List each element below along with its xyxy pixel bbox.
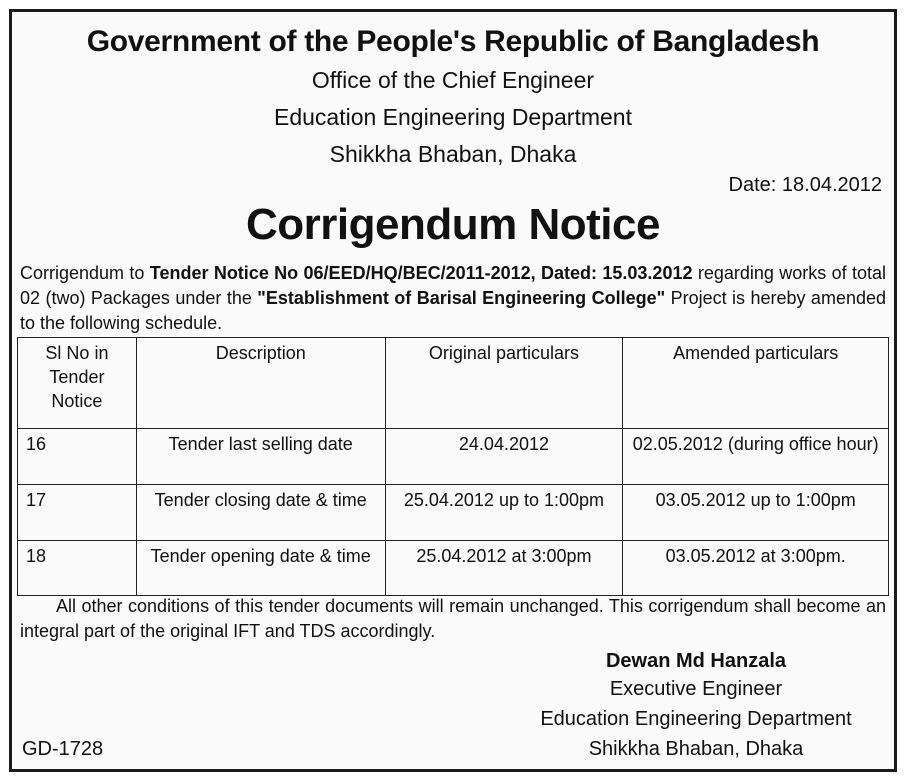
cell-description: Tender opening date & time xyxy=(136,541,385,596)
government-heading: Government of the People's Republic of Bangladesh xyxy=(86,25,820,58)
cell-description: Tender last selling date xyxy=(136,429,385,485)
signatory-location: Shikkha Bhaban, Dhaka xyxy=(588,738,804,760)
intro-text-1: Corrigendum to xyxy=(20,263,150,283)
column-header-sl-no: Sl No in Tender Notice xyxy=(18,338,137,429)
signatory-name: Dewan Md Hanzala xyxy=(605,650,787,672)
schedule-table xyxy=(17,337,889,596)
tender-reference: Tender Notice No 06/EED/HQ/BEC/2011-2012, Dated: 15.03.2012 xyxy=(149,263,693,283)
document-code: GD-1728 xyxy=(22,738,104,760)
column-header-amended: Amended particulars xyxy=(623,338,889,429)
notice-date: Date: 18.04.2012 xyxy=(728,174,882,196)
column-header-description: Description xyxy=(136,338,385,429)
cell-sl-no: 16 xyxy=(18,429,137,485)
department-line: Education Engineering Department xyxy=(273,104,632,130)
table-header-row xyxy=(18,338,889,429)
notice-title: Corrigendum Notice xyxy=(246,200,660,249)
location-line: Shikkha Bhaban, Dhaka xyxy=(329,141,577,167)
office-line: Office of the Chief Engineer xyxy=(311,67,595,93)
closing-paragraph: All other conditions of this tender documents will remain unchanged. This corrigendum shall become an integral part of the original IFT and TDS accordingly. xyxy=(20,596,886,641)
table-row xyxy=(18,541,889,596)
intro-text-2: regarding works of total 02 (two) Packages under the xyxy=(20,263,887,308)
cell-original: 25.04.2012 at 3:00pm xyxy=(385,541,623,596)
table-row xyxy=(18,429,889,485)
cell-description: Tender closing date & time xyxy=(136,485,385,541)
project-name: "Establishment of Barisal Engineering College" xyxy=(257,288,666,308)
table-row xyxy=(18,485,889,541)
intro-text-3: Project is hereby amended to the following schedule. xyxy=(20,288,886,333)
cell-sl-no: 17 xyxy=(18,485,137,541)
cell-original: 25.04.2012 up to 1:00pm xyxy=(385,485,623,541)
cell-amended: 03.05.2012 up to 1:00pm xyxy=(623,485,889,541)
intro-paragraph xyxy=(20,261,886,336)
notice-frame xyxy=(9,9,897,772)
signatory-department: Education Engineering Department xyxy=(540,708,852,730)
cell-original: 24.04.2012 xyxy=(385,429,623,485)
cell-amended: 03.05.2012 at 3:00pm. xyxy=(623,541,889,596)
cell-amended: 02.05.2012 (during office hour) xyxy=(623,429,889,485)
column-header-original: Original particulars xyxy=(385,338,623,429)
cell-sl-no: 18 xyxy=(18,541,137,596)
signatory-designation: Executive Engineer xyxy=(609,678,783,700)
